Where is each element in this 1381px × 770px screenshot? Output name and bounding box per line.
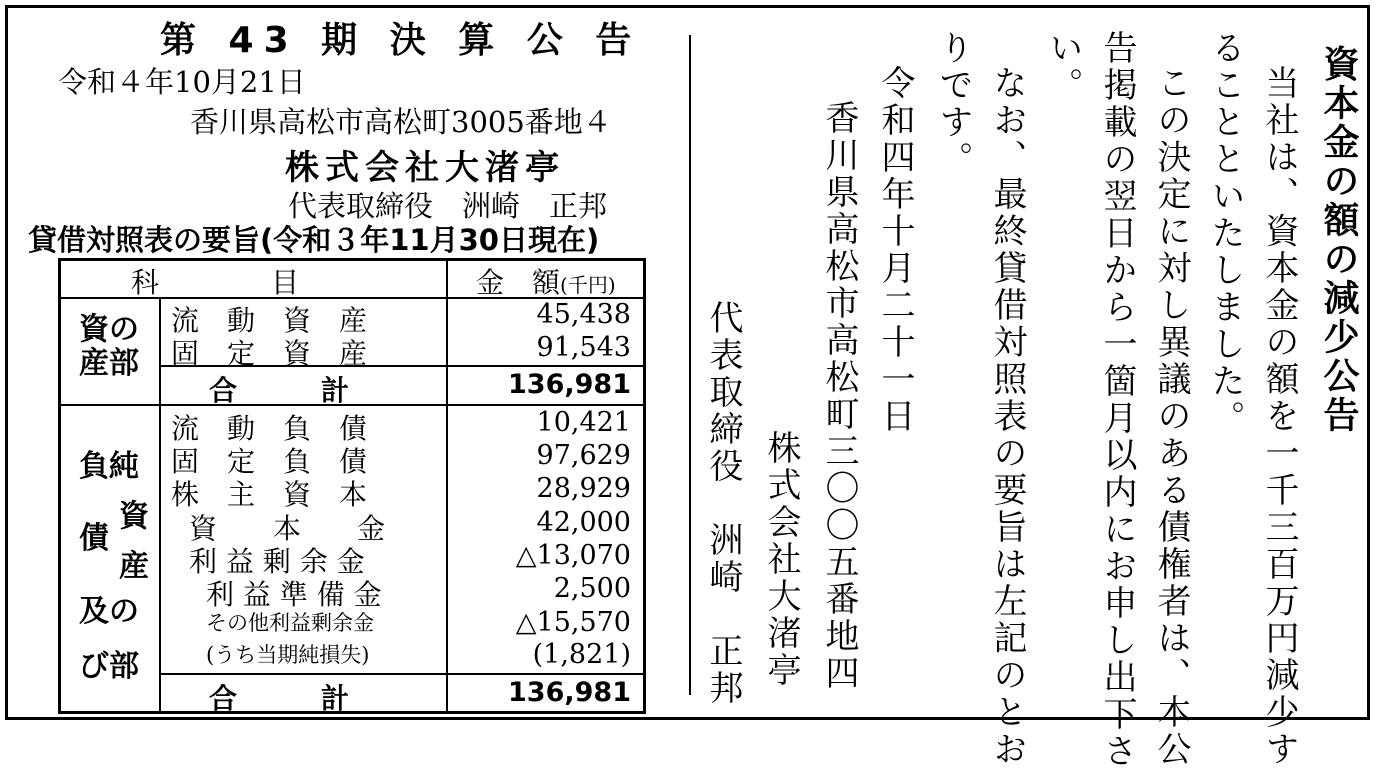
row-label: (うち当期純損失) xyxy=(206,643,370,667)
right-address: 香川県高松市高松町三〇〇五番地四 xyxy=(819,100,859,692)
assets-category-line: 産部 xyxy=(79,346,139,381)
row-value: 45,438 xyxy=(536,299,631,330)
representative: 代表取締役 洲崎 正邦 xyxy=(288,189,608,223)
body-line: りです。 xyxy=(933,30,973,178)
row-label: 合 計 xyxy=(209,682,350,715)
header-item: 科 目 xyxy=(131,266,300,299)
right-date: 令和四年十月二十一日 xyxy=(875,65,915,435)
row-label: 株 主 資 本 xyxy=(171,478,368,511)
row-label: 固 定 資 産 xyxy=(171,337,368,370)
liab-total-rule xyxy=(159,673,643,675)
category-rule xyxy=(159,297,161,711)
body-line: この決定に対し異議のある債権者は、本公 xyxy=(1151,65,1191,768)
company-name: 株式会社大渚亭 xyxy=(285,148,565,188)
assets-category-line: 資の xyxy=(79,312,139,347)
right-company: 株式会社大渚亭 xyxy=(761,430,801,689)
body-line: 当社は、資本金の額を一千三百万円減少す xyxy=(1259,65,1299,768)
row-label: 固 定 負 債 xyxy=(171,445,368,478)
row-label: 利 益 剰 余 金 xyxy=(189,545,365,578)
row-value: △15,570 xyxy=(515,607,631,638)
section-rule xyxy=(61,404,643,406)
liab-category-6: び部 xyxy=(79,649,139,684)
row-value: 28,929 xyxy=(536,473,631,504)
right-representative: 代表取締役 洲崎 正邦 xyxy=(703,300,743,707)
row-value: 97,629 xyxy=(536,440,631,471)
row-label: その他利益剰余金 xyxy=(206,611,374,635)
bs-title-text: 貸借対照表の要旨(令和３年11月30日現在) xyxy=(28,223,600,257)
body-line: ることといたしました。 xyxy=(1205,30,1245,437)
body-line: なお、最終貸借対照表の要旨は左記のとお xyxy=(987,65,1027,768)
liab-category-5: 及の xyxy=(79,594,139,629)
row-value: 136,981 xyxy=(508,369,631,400)
row-value: 42,000 xyxy=(536,507,631,538)
liab-category-4: 産 xyxy=(119,549,149,584)
center-divider xyxy=(689,35,691,695)
row-label: 合 計 xyxy=(209,374,350,407)
liab-category-2: 資 xyxy=(119,499,149,534)
body-line: 告掲載の翌日から一箇月以内にお申し出下さ xyxy=(1097,30,1137,770)
body-line: い。 xyxy=(1043,30,1083,104)
notice-date: 令和４年10月21日 xyxy=(58,65,306,99)
liab-category-3: 債 xyxy=(79,521,109,556)
balance-sheet-title xyxy=(28,218,599,259)
settlement-title: 第 43 期 決 算 公 告 xyxy=(160,20,642,61)
row-label: 流 動 負 債 xyxy=(171,412,368,445)
row-value: 2,500 xyxy=(553,573,631,604)
row-value: △13,070 xyxy=(515,540,631,571)
row-label: 利 益 準 備 金 xyxy=(206,578,382,611)
assets-category xyxy=(79,313,139,381)
row-value: 10,421 xyxy=(536,407,631,438)
balance-sheet-table xyxy=(58,258,646,714)
header-amount-label: 金 額 xyxy=(476,266,561,299)
row-label: 流 動 資 産 xyxy=(171,304,368,337)
header-unit: (千円) xyxy=(560,273,616,297)
row-value: 136,981 xyxy=(508,677,631,708)
company-address: 香川県高松市高松町3005番地４ xyxy=(190,105,612,139)
capital-reduction-title: 資本金の額の減少公告 xyxy=(1318,45,1359,435)
row-label: 資 本 金 xyxy=(189,512,386,545)
row-value: 91,543 xyxy=(536,332,631,363)
header-amount xyxy=(476,261,616,301)
row-value: (1,821) xyxy=(532,639,631,670)
liab-category-1: 負純 xyxy=(79,449,139,484)
